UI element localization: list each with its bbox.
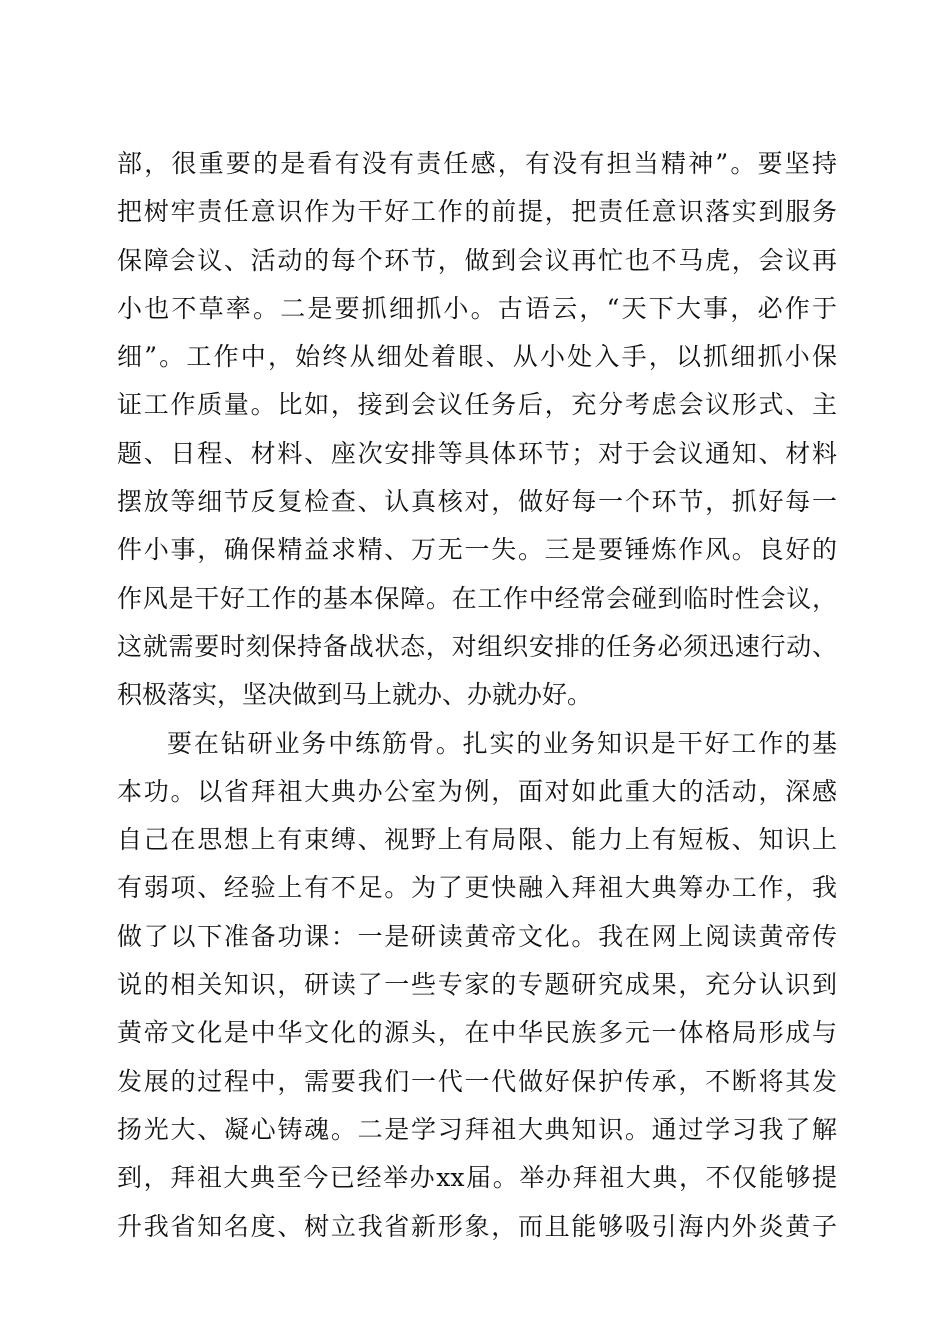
text-line: 要在钻研业务中练筋骨。扎实的业务知识是干好工作的基 — [167, 728, 837, 758]
text-line: 发展的过程中，需要我们一代一代做好保护传承，不断将其发 — [117, 1066, 837, 1096]
text-line: 把树牢责任意识作为干好工作的前提，把责任意识落实到服务 — [117, 197, 837, 227]
text-line: 说的相关知识，研读了一些专家的专题研究成果，充分认识到 — [117, 970, 837, 1000]
text-line: 积极落实，坚决做到马上就办、办就办好。 — [117, 680, 593, 710]
text-line: 细”。工作中，始终从细处着眼、从小处入手，以抓细抓小保 — [117, 342, 837, 372]
text-line: 做了以下准备功课：一是研读黄帝文化。我在网上阅读黄帝传 — [117, 921, 837, 951]
text-line: 升我省知名度、树立我省新形象，而且能够吸引海内外炎黄子 — [117, 1211, 837, 1241]
text-line: 小也不草率。二是要抓细抓小。古语云，“天下大事，必作于 — [117, 293, 837, 323]
text-line: 到，拜祖大典至今已经举办xx届。举办拜祖大典，不仅能够提 — [117, 1163, 837, 1193]
paragraph-1 — [117, 140, 837, 720]
text-line: 本功。以省拜祖大典办公室为例，面对如此重大的活动，深感 — [117, 776, 837, 806]
text-line: 有弱项、经验上有不足。为了更快融入拜祖大典筹办工作，我 — [117, 873, 837, 903]
text-line: 自己在思想上有束缚、视野上有局限、能力上有短板、知识上 — [117, 825, 837, 855]
paragraph-2 — [117, 720, 837, 1251]
text-line: 这就需要时刻保持备战状态，对组织安排的任务必须迅速行动、 — [117, 631, 837, 661]
text-line: 摆放等细节反复检查、认真核对，做好每一个环节，抓好每一 — [117, 487, 837, 517]
text-line: 作风是干好工作的基本保障。在工作中经常会碰到临时性会议， — [117, 583, 837, 613]
text-line: 部，很重要的是看有没有责任感，有没有担当精神”。要坚持 — [117, 149, 837, 178]
body-text — [117, 140, 837, 1251]
text-line: 件小事，确保精益求精、万无一失。三是要锤炼作风。良好的 — [117, 535, 837, 565]
text-line: 保障会议、活动的每个环节，做到会议再忙也不马虎，会议再 — [117, 245, 837, 275]
text-line: 证工作质量。比如，接到会议任务后，充分考虑会议形式、主 — [117, 390, 837, 420]
text-line: 题、日程、材料、座次安排等具体环节；对于会议通知、材料 — [117, 438, 837, 468]
text-line: 扬光大、凝心铸魂。二是学习拜祖大典知识。通过学习我了解 — [117, 1114, 837, 1144]
text-line: 黄帝文化是中华文化的源头，在中华民族多元一体格局形成与 — [117, 1018, 837, 1048]
